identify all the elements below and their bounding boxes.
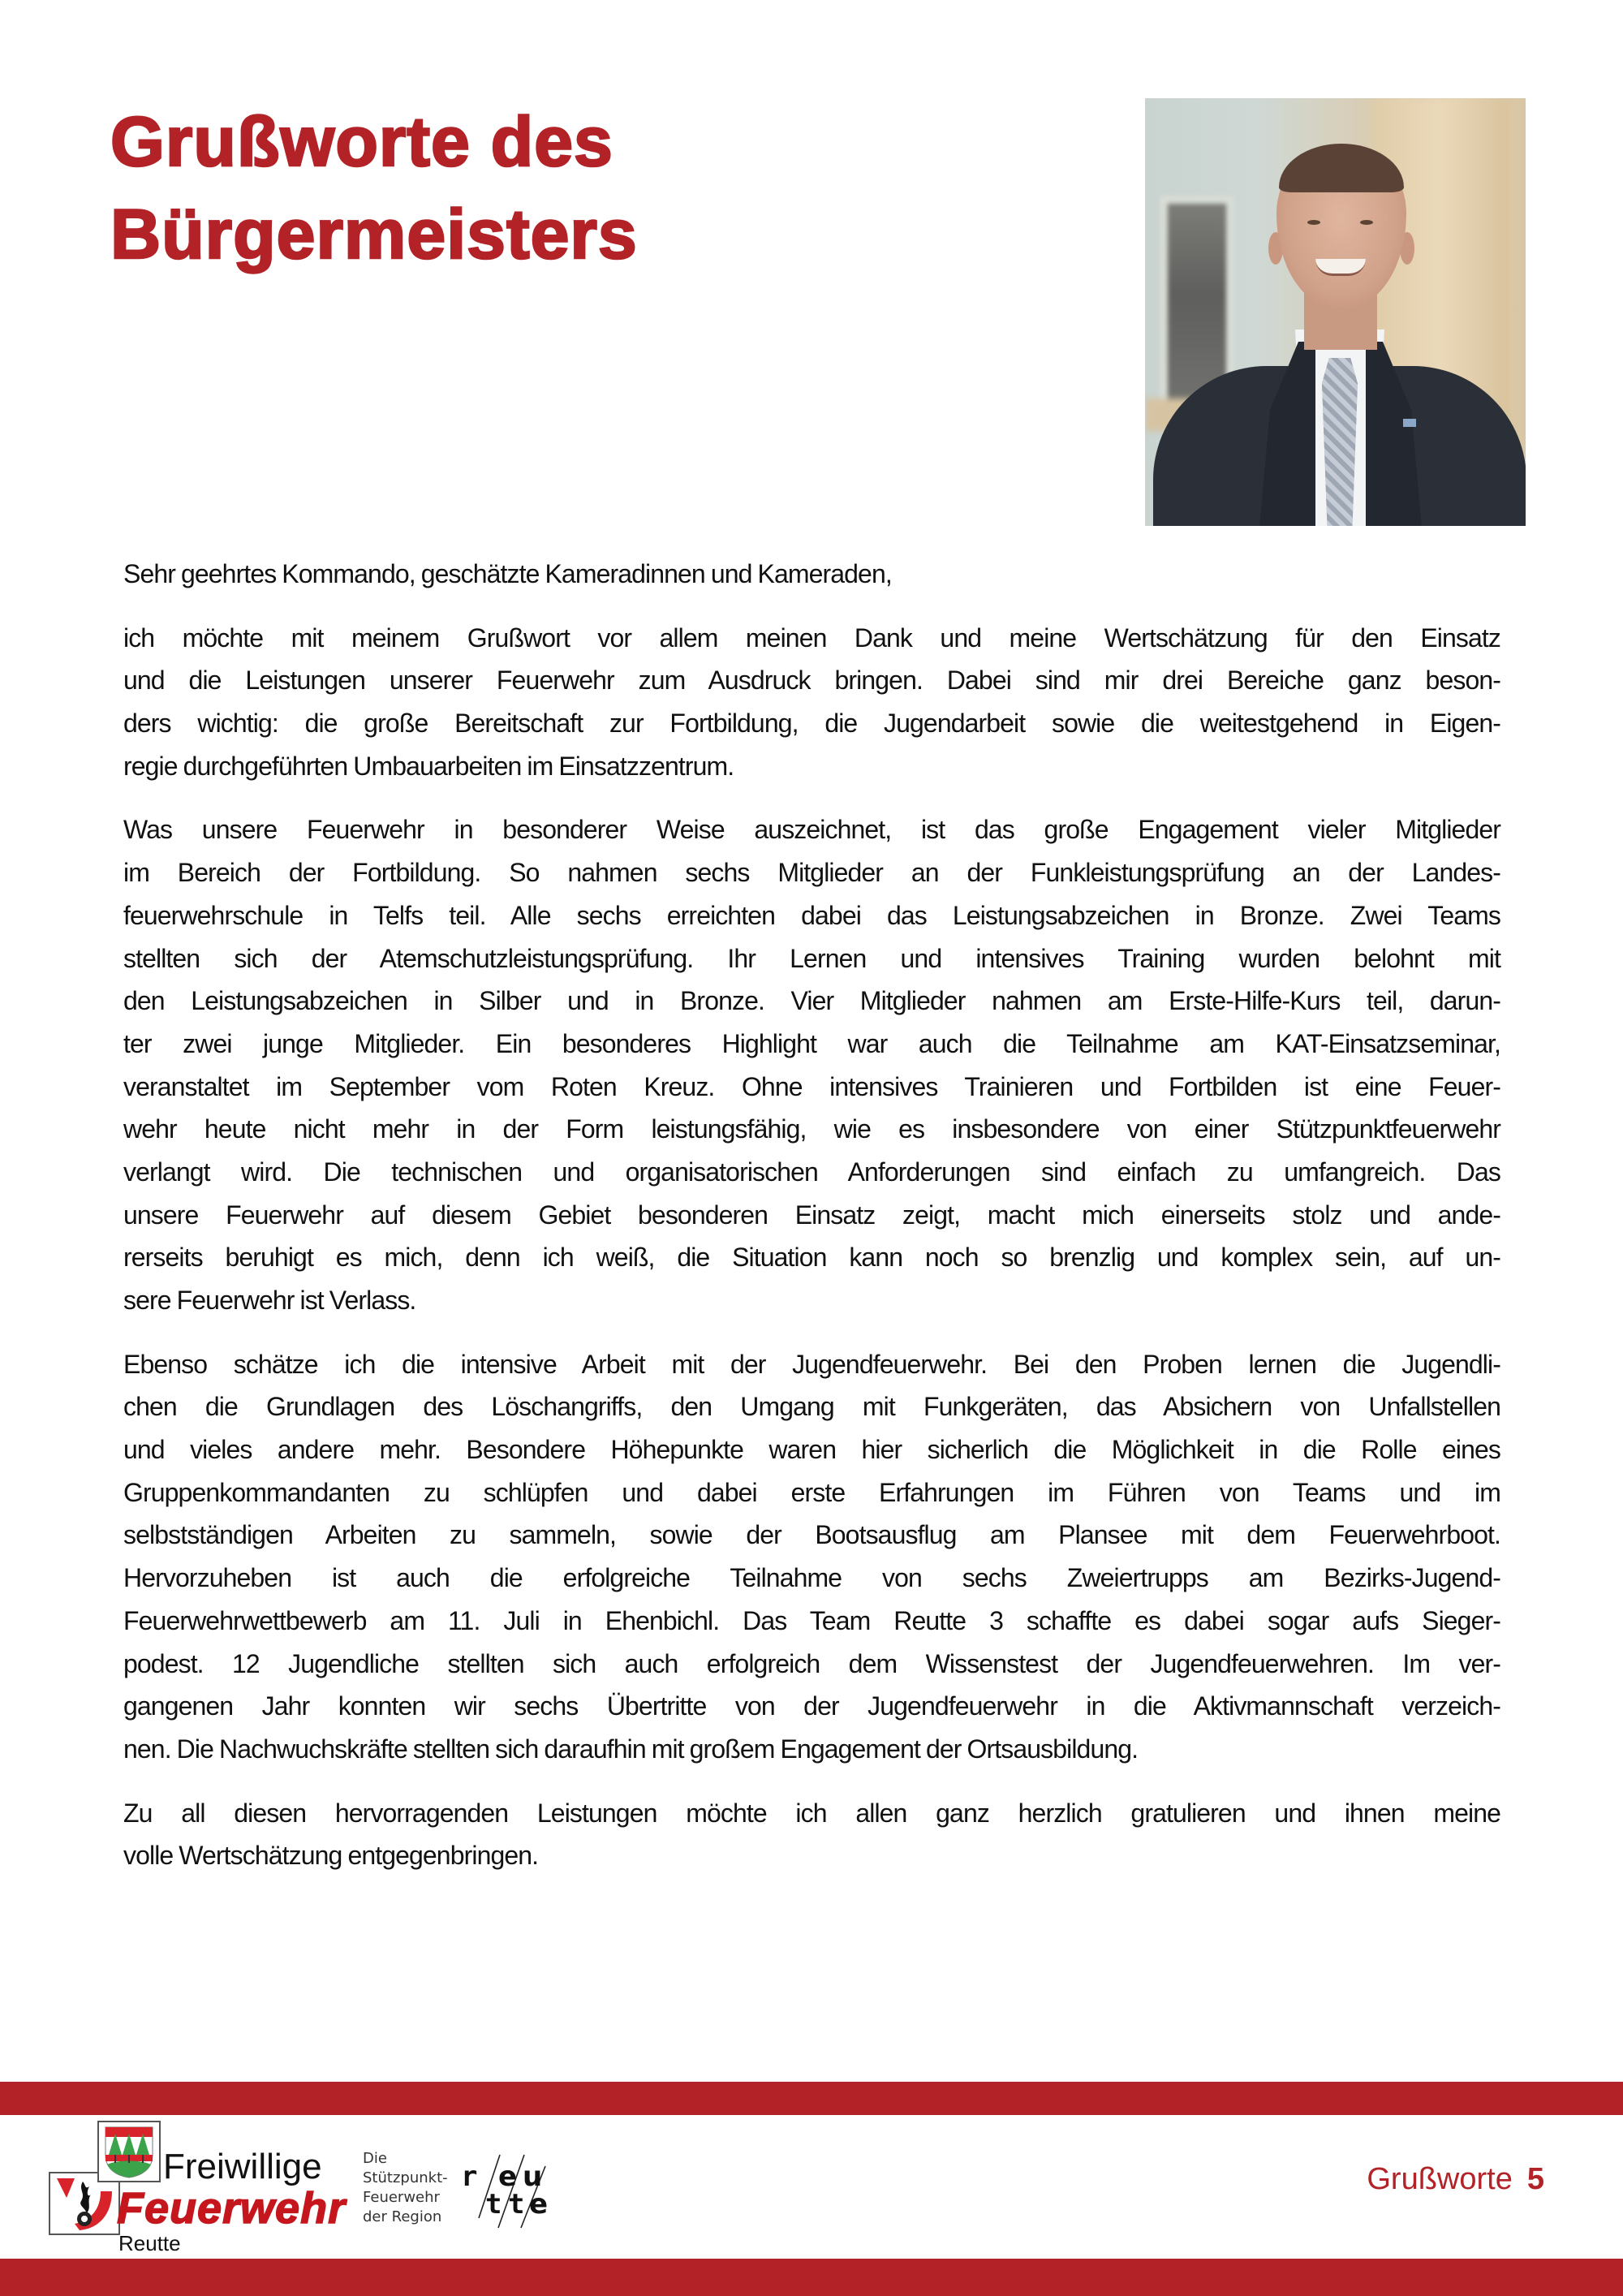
text-line: regie durchgeführten Umbauarbeiten im Einsatzzentrum. [123, 751, 734, 781]
logo-text-feuerwehr: Feuerwehr [117, 2184, 347, 2233]
lapel-pin [1403, 419, 1416, 427]
page-title [110, 96, 638, 281]
checked-tie [1322, 358, 1358, 526]
reutte-coat-of-arms-icon [97, 2121, 161, 2182]
section-name: Grußworte [1367, 2162, 1513, 2196]
text-line: Ebenso schätze ich die intensive Arbeit mit der Jugendfeuerwehr. Bei den Proben lernen die Jugendli- [123, 1349, 1500, 1379]
salutation [123, 553, 1500, 596]
mark-letter: r [461, 2160, 478, 2193]
footer-band-bottom [0, 2259, 1623, 2296]
page-number: 5 [1526, 2162, 1544, 2196]
text-line: Sehr geehrtes Kommando, geschätzte Kameradinnen und Kameraden, [123, 559, 892, 588]
text-line: und die Leistungen unserer Feuerwehr zum Ausdruck bringen. Dabei sind mir drei Bereiche ganz beson- [123, 666, 1500, 696]
text-line: rerseits beruhigt es mich, denn ich weiß, die Situation kann noch so brenzlig und komplex sein, auf un- [123, 1243, 1500, 1273]
text-line: volle Wertschätzung entgegenbringen. [123, 1841, 539, 1871]
footer-tagline [363, 2149, 448, 2227]
paragraph-4 [123, 1792, 1500, 1877]
text-line: podest. 12 Jugendliche stellten sich auch erfolgreich dem Wissenstest der Jugendfeuerwehren. Im ver- [123, 1648, 1500, 1678]
text-line: Gruppenkommandanten zu schlüpfen und dabei erste Erfahrungen im Führen von Teams und im [123, 1477, 1500, 1507]
text-line: Feuerwehrwettbewerb am 11. Juli in Ehenbichl. Das Team Reutte 3 schaffte es dabei sogar aufs Sieger- [123, 1605, 1500, 1635]
text-line: den Leistungsabzeichen in Silber und in Bronze. Vier Mitglieder nahmen am Erste-Hilfe-Kurs teil, darun- [123, 986, 1500, 1016]
paragraph-1 [123, 617, 1500, 788]
text-line: Was unsere Feuerwehr in besonderer Weise auszeichnet, ist das große Engagement vieler Mitglieder [123, 815, 1500, 845]
text-line: veranstaltet im September vom Roten Kreuz. Ohne intensives Trainieren und Fortbilden ist eine Feuer- [123, 1071, 1500, 1101]
mark-letter: t [485, 2188, 502, 2221]
footer-band-top [0, 2082, 1623, 2115]
text-line: ich möchte mit meinem Grußwort vor allem meinen Dank und meine Wertschätzung für den Einsatz [123, 622, 1500, 653]
mark-letter: t [508, 2188, 525, 2221]
mark-letter: u [523, 2160, 543, 2193]
feuerwehr-reutte-logo [47, 2118, 347, 2256]
text-line: im Bereich der Fortbildung. So nahmen sechs Mitglieder an der Funkleistungsprüfung an der Landes- [123, 858, 1500, 888]
mark-letter: e [529, 2188, 549, 2221]
text-line: und vieles andere mehr. Besondere Höhepunkte waren hier sicherlich die Möglichkeit in die Rolle eines [123, 1435, 1500, 1465]
eye-left [1307, 220, 1320, 225]
letter-body [123, 553, 1500, 1898]
text-line: unsere Feuerwehr auf diesem Gebiet besonderen Einsatz zeigt, macht mich einerseits stolz und ande- [123, 1200, 1500, 1230]
text-line: verlangt wird. Die technischen und organisatorischen Anforderungen sind einfach zu umfangreich. Das [123, 1157, 1500, 1187]
text-line: ders wichtig: die große Bereitschaft zur Fortbildung, die Jugendarbeit sowie die weitestgehend in Eigen- [123, 709, 1500, 739]
text-line: ter zwei junge Mitglieder. Ein besonderes Highlight war auch die Teilnahme am KAT-Einsatzseminar, [123, 1028, 1500, 1058]
reutte-wordmark-icon [458, 2147, 549, 2231]
paragraph-2 [123, 808, 1500, 1321]
text-line: sere Feuerwehr ist Verlass. [123, 1286, 416, 1315]
text-line: nen. Die Nachwuchskräfte stellten sich daraufhin mit großem Engagement der Ortsausbildung. [123, 1734, 1139, 1764]
text-line: wehr heute nicht mehr in der Form leistungsfähig, wie es insbesondere von einer Stützpunktfeuerwehr [123, 1114, 1500, 1144]
text-line: chen die Grundlagen des Löschangriffs, den Umgang mit Funkgeräten, das Absichern von Unfallstellen [123, 1392, 1500, 1422]
text-line: gangenen Jahr konnten wir sechs Übertritte von der Jugendfeuerwehr in die Aktivmannschaft verzeich- [123, 1691, 1500, 1721]
text-line: feuerwehrschule in Telfs teil. Alle sechs erreichten dabei das Leistungsabzeichen in Bronze. Zwei Teams [123, 900, 1500, 930]
page-title-line-1: Grußworte des [110, 103, 613, 181]
logo-text-reutte: Reutte [118, 2231, 181, 2255]
logo-text-freiwillige: Freiwillige [163, 2147, 322, 2186]
mayor-portrait-photo [1145, 98, 1526, 526]
text-line: selbstständigen Arbeiten zu sammeln, sowie der Bootsausflug am Plansee mit dem Feuerwehrboot. [123, 1520, 1500, 1550]
text-line: Zu all diesen hervorragenden Leistungen möchte ich allen ganz herzlich gratulieren und ihnen meine [123, 1798, 1500, 1828]
paragraph-3 [123, 1343, 1500, 1771]
tagline-line: Feuerwehr [363, 2189, 440, 2206]
text-line: Hervorzuheben ist auch die erfolgreiche Teilnahme von sechs Zweiertrupps am Bezirks-Jugend- [123, 1563, 1500, 1593]
tagline-line: Stützpunkt- [363, 2169, 448, 2186]
mark-letter: e [498, 2160, 518, 2193]
page-title-line-2: Bürgermeisters [110, 196, 638, 274]
text-line: stellten sich der Atemschutzleistungsprüfung. Ihr Lernen und intensives Training wurden belohnt mit [123, 943, 1500, 973]
tagline-line: der Region [363, 2208, 442, 2225]
tagline-line: Die [363, 2150, 387, 2167]
eye-right [1360, 220, 1373, 225]
footer-section-label [1367, 2161, 1544, 2197]
